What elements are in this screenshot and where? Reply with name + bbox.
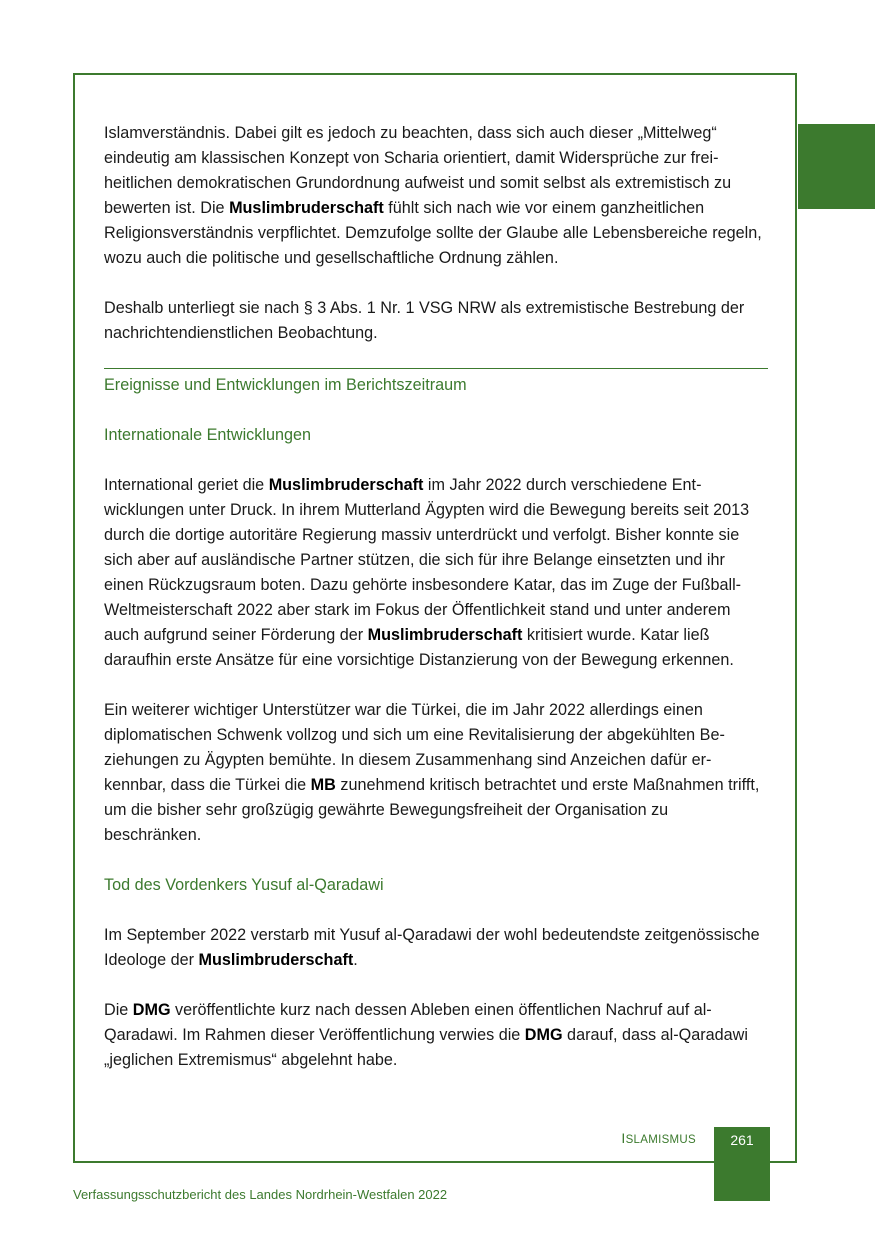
- paragraph-qaradawi: [104, 923, 768, 973]
- section-heading: Ereignisse und Entwicklungen im Berichtszeitraum: [104, 376, 467, 394]
- text-run: veröffentlichte kurz nach dessen Ableben einen öffentlichen Nachruf auf al-Qaradawi. Im Rahmen dieser Veröffentlichung verwies die: [104, 1001, 712, 1044]
- paragraph-islamverstaendnis: [104, 121, 768, 271]
- paragraph-tuerkei: [104, 698, 768, 848]
- subheading-qaradawi: Tod des Vordenkers Yusuf al-Qaradawi: [104, 876, 384, 894]
- text-run: Im September 2022 verstarb mit Yusuf al-Qaradawi der wohl bedeutendste zeitgenössische Ideologe der: [104, 926, 760, 969]
- text-run: fühlt sich nach wie vor einem ganzheitlichen Religionsverständnis verpflichtet. Demzufolge sollte der Glaube alle Lebensbereiche regeln, wozu auch die politische und gesellschaftliche Ordnung zählen.: [104, 199, 762, 267]
- text-run: .: [353, 951, 358, 969]
- text-run: im Jahr 2022 durch verschiedene Entwicklungen unter Druck. In ihrem Mutterland Ägypten wird die Bewegung bereits seit 2013 durch die dortige autoritäre Regierung massiv unterdrückt und verfolgt. Bisher konnte sie sich aber auf ausländische Partner stützen, die sich für ihre Belange einsetzten und ihr einen Rückzugsraum boten. Dazu gehörte insbesondere Katar, das im Zuge der Fußball-Weltmeisterschaft 2022 aber stark im Fokus der Öffentlichkeit stand und unter anderem auch aufgrund seiner Förderung der: [104, 476, 750, 644]
- bold-term: Muslimbruderschaft: [268, 476, 424, 494]
- text-run: kritisiert wurde. Katar ließ daraufhin erste Ansätze für eine vorsichtige Distanzierung von der Bewegung erkennen.: [104, 626, 734, 669]
- text-run: Islamverständnis. Dabei gilt es jedoch zu beachten, dass sich auch dieser „Mittelweg“ eindeutig am klassischen Konzept von Scharia orientiert, damit Widersprüche zur freiheitlichen demokratischen Grundordnung aufweist und somit selbst als extremistisch zu bewerten ist. Die: [104, 124, 732, 217]
- chapter-side-tab: [798, 124, 875, 209]
- text-run: Die: [104, 1001, 133, 1019]
- text-run: International geriet die: [104, 476, 269, 494]
- section-label-rest: SLAMISMUS: [625, 1134, 696, 1146]
- bold-term: MB: [310, 776, 336, 794]
- subheading-international: Internationale Entwicklungen: [104, 426, 311, 444]
- section-label-initial: I: [621, 1130, 626, 1146]
- bold-term: DMG: [132, 1001, 171, 1019]
- bold-term: DMG: [524, 1026, 563, 1044]
- text-run: zunehmend kritisch betrachtet und erste Maßnahmen trifft, um die bisher sehr großzügig gewährte Bewegungsfreiheit der Organisation zu beschränken.: [104, 776, 760, 844]
- bold-term: Muslimbruderschaft: [198, 951, 354, 969]
- text-run: Ein weiterer wichtiger Unterstützer war die Türkei, die im Jahr 2022 allerdings einen diplomatischen Schwenk vollzog und sich um eine Revitalisierung der abgekühlten Beziehungen zu Ägypten bemühte. In diesem Zusammenhang sind Anzeichen dafür erkennbar, dass die Türkei die: [104, 701, 725, 794]
- bold-term: Muslimbruderschaft: [229, 199, 384, 217]
- report-title: Verfassungsschutzbericht des Landes Nordrhein-Westfalen 2022: [73, 1187, 448, 1202]
- page-number-box: [714, 1127, 770, 1201]
- paragraph-international: [104, 473, 768, 673]
- page-number: 261: [730, 1132, 754, 1148]
- footer-section-label: [560, 1130, 696, 1146]
- body-text: [104, 121, 768, 1098]
- section-divider: [104, 368, 768, 369]
- bold-term: Muslimbruderschaft: [367, 626, 523, 644]
- text-run: darauf, dass al-Qaradawi „jeglichen Extremismus“ abgelehnt habe.: [104, 1026, 748, 1069]
- paragraph-beobachtung: Deshalb unterliegt sie nach § 3 Abs. 1 Nr. 1 VSG NRW als extremistische Bestrebung der nachrichtendienstlichen Beobachtung.: [104, 299, 745, 342]
- paragraph-dmg: [104, 998, 768, 1073]
